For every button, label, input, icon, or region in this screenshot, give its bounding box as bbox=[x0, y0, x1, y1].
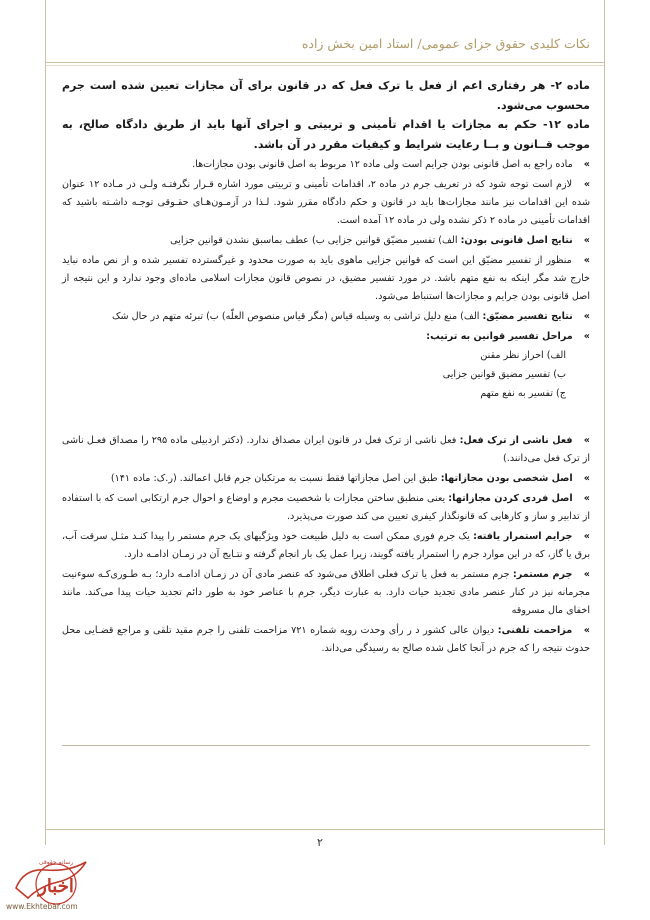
note-item bbox=[62, 232, 590, 250]
note-item bbox=[62, 622, 590, 658]
note-label: اصل شخصی بودن مجازاتها: bbox=[440, 473, 573, 484]
note-label: نتایج اصل قانونی بودن: bbox=[460, 235, 573, 246]
note-text: الف) منع دلیل تراشی به وسیله قیاس (مگر قیاس منصوص العلّه) ب) تبرئه متهم در حال شک bbox=[111, 311, 480, 322]
note-item bbox=[62, 566, 590, 620]
note-label: نتایج تفسیر مضیّق: bbox=[482, 311, 573, 322]
article-12: ماده ۱۲- حکم به مجازات یا اقدام تأمینی و تربیتی و اجرای آنها باید از طریق دادگاه صالح، به موجب قــانون و بــا رعایت شرایط و کیفیات مقرر در آن باشد. bbox=[62, 118, 590, 151]
bullet-marker: » bbox=[583, 179, 591, 190]
logo-wordmark: اخبار bbox=[38, 876, 74, 897]
note-item bbox=[62, 156, 590, 174]
note-text: یعنی منطبق ساختن مجازات با شخصیت مجرم و اوضاع و احوال جرم ارتکابی است که با استفاده از تدابیر و ساز و کارهایی که قانونگذار کیفری تعیین می کند صورت می‌پذیرد. bbox=[62, 493, 590, 522]
note-item bbox=[62, 528, 590, 564]
note-text: طبق این اصل مجازاتها فقط نسبت به مرتکبان جرم قابل اعمالند. (ر.ک: ماده ۱۴۱) bbox=[110, 473, 438, 484]
content-end-divider bbox=[62, 745, 590, 746]
header-divider bbox=[46, 62, 604, 63]
logo-tagline: رسانه حقوقی bbox=[38, 859, 74, 866]
bullet-marker: » bbox=[583, 625, 590, 636]
note-text: دیوان عالی کشور د ر رأی وحدت رویه شماره ۷۲۱ مزاحمت تلفنی را جرم مقید تلقی و مراجع قضـایی محل حدوث نتیجه را که جرم در آنجا کامل شده صالح به رسیدگی می‌داند. bbox=[62, 625, 590, 654]
bullet-marker: » bbox=[583, 255, 590, 266]
bullet-marker: » bbox=[583, 473, 590, 484]
note-label: اصل فردی کردن مجازاتها: bbox=[448, 493, 573, 504]
note-label: مزاحمت تلفنی: bbox=[497, 625, 573, 636]
note-text: الف) تفسیر مضیّق قوانین جزایی ب) عطف بماسبق نشدن قوانین جزایی bbox=[170, 235, 458, 246]
bullet-marker: » bbox=[583, 435, 590, 446]
list-item: ج) تفسیر به نفع متهم bbox=[480, 388, 566, 399]
bullet-marker: » bbox=[583, 235, 590, 246]
bullet-marker: » bbox=[583, 493, 590, 504]
left-margin-rule bbox=[45, 0, 46, 845]
footer-divider bbox=[46, 829, 604, 830]
bullet-marker: » bbox=[583, 569, 590, 580]
interpretation-steps-list bbox=[62, 346, 590, 403]
note-text: یک جرم فوری ممکن است به دلیل طبیعت خود ویژگیهای یک جرم مستمر را پیدا کنـد مثـل سرقت آب، برق یا گاز، که در این موارد جرم را استمرار یافته گویند، زیرا عمل یک بار انجام گرفته و نتـایج آن در زمـان ادامـه دارد. bbox=[62, 531, 590, 560]
notes-section-1 bbox=[62, 156, 590, 405]
page-number: ۲ bbox=[317, 836, 323, 849]
note-text: ماده راجع به اصل قانونی بودن جرایم است ولی ماده ۱۲ مربوط به اصل قانونی بودن مجازات‌ها. bbox=[192, 159, 573, 170]
note-item bbox=[62, 470, 590, 488]
note-item bbox=[62, 432, 590, 468]
logo-url: www.Ekhtebar.com bbox=[6, 902, 78, 911]
note-text: لازم است توجه شود که در تعریف جرم در ماده ۲، اقدامات تأمینی و تربیتی مورد اشاره قـرار نگرفتـه ولـی در مـاده ۱۲ عنوان شده این اقدامات نیز مانند مجازات‌ها باید در قانون و حکم دادگاه مقرر شود. لـذا در آزمـون‌هـای حقـوقی توجـه داشـته باشید که اقدامات تأمینی در ماده ۲ ذکر نشده ولی در ماده ۱۲ آمده است. bbox=[62, 179, 590, 226]
running-header: نکات کلیدی حقوق جزای عمومی/ استاد امین بخش زاده bbox=[301, 36, 590, 51]
note-text: جرم مستمر به فعل یا ترک فعلی اطلاق می‌شود که عنصر مادی آن در زمـان ادامـه دارد؛ بـه طـوری‌کـه سوءنیت مجرمانه نیز در کنار عنصر مادی تجدید حیات دارد. به عبارت دیگر، جرم با عناصر خود به طور دائم تجدید حیات پیدا می‌کند. مانند اخفای مال مسروقه bbox=[62, 569, 590, 616]
note-item bbox=[62, 308, 590, 326]
note-text: منظور از تفسیر مضیّق این است که قوانین جزایی ماهوی باید به صورت محدود و غیرگسترده تفسیر شده و از نص ماده نباید خارج شد مگر اینکه به نفع متهم باشد. در مورد تفسیر مضیق، در نصوص قانون مجازات اسلامی ماده‌ای وجود ندارد و این نتیجه از اصل قانونی بودن جرایم و مجازات‌ها استنباط می‌شود. bbox=[62, 255, 590, 302]
note-item bbox=[62, 176, 590, 230]
note-item bbox=[62, 328, 590, 403]
right-margin-rule bbox=[604, 0, 605, 845]
intro-articles bbox=[62, 76, 590, 154]
header-divider-secondary bbox=[46, 65, 604, 66]
note-label: جرم مستمر: bbox=[512, 569, 573, 580]
note-item bbox=[62, 490, 590, 526]
article-2: ماده ۲- هر رفتاری اعم از فعل یا ترک فعل که در قانون برای آن مجازات تعیین شده است جرم محسوب می‌شود. bbox=[62, 79, 590, 112]
list-item: ب) تفسیر مضیق قوانین جزایی bbox=[442, 369, 566, 380]
bullet-marker: » bbox=[583, 331, 590, 342]
note-label: مراحل تفسیر قوانین به ترتیب: bbox=[426, 331, 573, 342]
note-label: فعل ناشی از ترک فعل: bbox=[459, 435, 573, 446]
bullet-marker: » bbox=[583, 531, 590, 542]
bullet-marker: » bbox=[583, 159, 590, 170]
note-label: جرایم استمرار یافته: bbox=[473, 531, 573, 542]
note-text: فعل ناشی از ترک فعل در قانون ایران مصداق ندارد. (دکتر اردبیلی ماده ۲۹۵ را مصداق فعـل ناشی از ترک فعل می‌دانند.) bbox=[62, 435, 590, 464]
list-item: الف) احراز نظر مقنن bbox=[480, 350, 566, 361]
note-item bbox=[62, 252, 590, 306]
notes-section-2 bbox=[62, 432, 590, 660]
bullet-marker: » bbox=[583, 311, 590, 322]
